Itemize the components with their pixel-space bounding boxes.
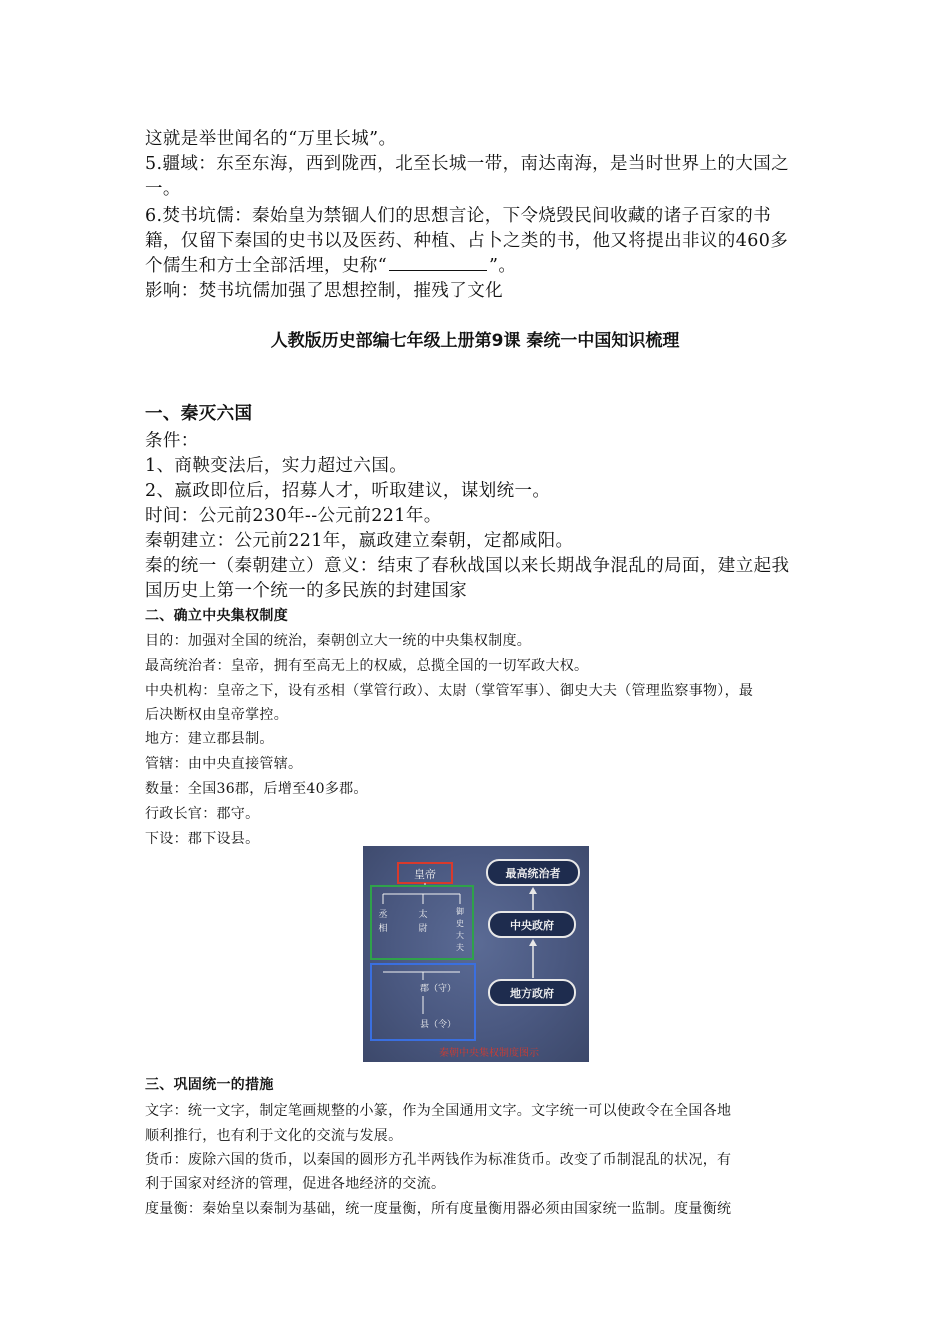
taiwei-label-1: 太	[418, 910, 428, 920]
text-line: 行政长官：郡守。	[145, 806, 260, 822]
text-line: 条件：	[145, 431, 199, 451]
text-line: 后决断权由皇帝掌控。	[145, 707, 288, 723]
text-line: 度量衡：秦始皇以秦制为基础，统一度量衡，所有度量衡用器必须由国家统一监制。度量衡统	[145, 1201, 732, 1217]
text-line: 文字：统一文字，制定笔画规整的小篆，作为全国通用文字。文字统一可以使政令在全国各地	[145, 1103, 732, 1119]
text-line: 目的：加强对全国的统治，秦朝创立大一统的中央集权制度。	[145, 633, 532, 649]
jun-label: 郡（守）	[419, 984, 457, 994]
text-line: 一。	[145, 179, 181, 199]
text-line: 下设：郡下设县。	[145, 831, 260, 847]
mid-node-label: 中央政府	[510, 919, 554, 932]
text-span: 个儒生和方士全部活埋，史称“	[145, 256, 388, 276]
central-power-diagram	[363, 846, 589, 1062]
text-line: 1、商鞅变法后，实力超过六国。	[145, 456, 408, 476]
top-node-label: 最高统治者	[505, 867, 561, 880]
chengxiang-label-2: 相	[378, 924, 388, 934]
text-line: 影响：焚书坑儒加强了思想控制，摧残了文化	[145, 281, 503, 301]
text-line: 秦朝建立：公元前221年，嬴政建立秦朝，定都咸阳。	[145, 531, 574, 551]
text-line: 数量：全国36郡，后增至40多郡。	[145, 781, 368, 797]
bottom-node-label: 地方政府	[510, 987, 554, 1000]
document-title: 人教版历史部编七年级上册第9课 秦统一中国知识梳理	[270, 331, 680, 351]
text-line	[145, 252, 516, 277]
text-line: 货币：废除六国的货币，以秦国的圆形方孔半两钱作为标准货币。改变了币制混乱的状况，有	[145, 1152, 732, 1168]
taiwei-label-2: 尉	[418, 924, 428, 934]
text-line: 管辖：由中央直接管辖。	[145, 756, 303, 772]
yushi-label-4: 夫	[456, 943, 464, 952]
arrow-head	[529, 887, 537, 894]
text-line: 最高统治者：皇帝，拥有至高无上的权威，总揽全国的一切军政大权。	[145, 658, 589, 674]
text-span: ”。	[489, 256, 517, 276]
text-line: 6.焚书坑儒：秦始皇为禁锢人们的思想言论，下令烧毁民间收藏的诸子百家的书	[145, 206, 772, 226]
text-line: 时间：公元前230年--公元前221年。	[145, 506, 442, 526]
fill-in-blank	[389, 256, 487, 271]
text-line: 地方：建立郡县制。	[145, 731, 274, 747]
text-line: 这就是举世闻名的“万里长城”。	[145, 129, 397, 149]
xian-label: 县（令）	[419, 1020, 457, 1030]
section-heading: 二、确立中央集权制度	[145, 608, 288, 624]
text-line: 中央机构：皇帝之下，设有丞相（掌管行政）、太尉（掌管军事）、御史大夫（管理监察事物），最	[145, 683, 754, 699]
text-line: 籍，仅留下秦国的史书以及医药、种植、占卜之类的书，他又将提出非议的460多	[145, 231, 789, 251]
yushi-label-2: 史	[456, 919, 464, 928]
arrow-head	[529, 939, 537, 946]
chengxiang-label-1: 丞	[378, 910, 388, 920]
diagram-svg	[363, 846, 589, 1062]
yushi-label-3: 大	[456, 931, 464, 940]
section-heading: 三、巩固统一的措施	[145, 1077, 274, 1093]
text-line: 利于国家对经济的管理，促进各地经济的交流。	[145, 1176, 446, 1192]
section-heading: 一、秦灭六国	[145, 404, 253, 424]
diagram-caption: 秦朝中央集权制度图示	[439, 1048, 539, 1059]
text-line: 国历史上第一个统一的多民族的封建国家	[145, 581, 468, 601]
text-line: 顺利推行，也有利于文化的交流与发展。	[145, 1128, 403, 1144]
text-line: 5.疆域：东至东海，西到陇西，北至长城一带，南达南海，是当时世界上的大国之	[145, 154, 789, 174]
emperor-label: 皇帝	[414, 868, 436, 881]
text-line: 2、嬴政即位后，招募人才，听取建议，谋划统一。	[145, 481, 551, 501]
yushi-label-1: 御	[456, 907, 464, 916]
text-line: 秦的统一（秦朝建立）意义：结束了春秋战国以来长期战争混乱的局面，建立起我	[145, 556, 790, 576]
